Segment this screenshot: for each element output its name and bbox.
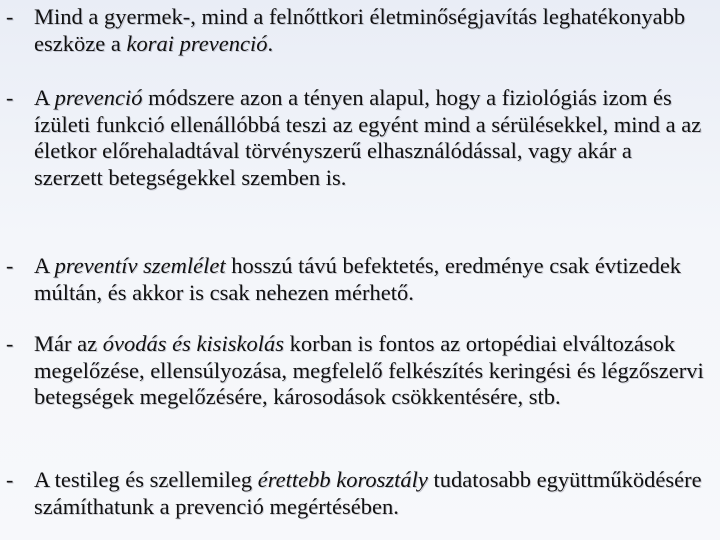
bullet-item (6, 4, 706, 57)
bullet-text (34, 85, 706, 191)
bullet-text-run: A testileg és szellemileg (34, 467, 258, 492)
bullet-text-run: . (267, 30, 274, 56)
bullet-text-emphasis: korai prevenció (126, 30, 268, 56)
bullet-text (34, 467, 706, 520)
bullet-text-run: Már az (34, 331, 103, 356)
bullet-text-run: korban is fontos az ortopédiai elváltozások megelőzése, ellensúlyozása, megfelelő felkészítés keringési és légzőszervi betegségek megelőzésére, károsodások csökkentésére, stb. (34, 331, 704, 409)
bullet-text-run: hosszú távú befektetés, eredménye csak évtizedek múltán, és akkor is csak nehezen mérhető. (34, 253, 682, 305)
bullet-text-emphasis: preventív szemlélet (54, 253, 226, 278)
bullet-text (34, 331, 706, 411)
bullet-item (6, 85, 706, 191)
bullet-text-emphasis: érettebb korosztály (257, 467, 428, 492)
bullet-marker: - (6, 85, 14, 110)
bullet-text-run: A (34, 85, 55, 110)
bullet-marker: - (6, 4, 14, 29)
bullet-marker: - (6, 331, 14, 356)
bullet-marker: - (6, 253, 14, 278)
bullet-text (34, 4, 706, 57)
bullet-text-run: A (34, 253, 55, 278)
bullet-text-run: Mind a gyermek-, mind a felnőttkori életminőségjavítás leghatékonyabb eszköze a (34, 4, 686, 56)
bullet-item (6, 253, 706, 306)
bullet-item (6, 331, 706, 411)
bullet-text-emphasis: óvodás és kisiskolás (102, 331, 284, 356)
bullet-text (34, 253, 706, 306)
bullet-item (6, 467, 706, 520)
bullet-text-run: tudatosabb együttműködésére számíthatunk a prevenció megértésében. (34, 467, 702, 519)
bullet-text-emphasis: prevenció (54, 85, 143, 110)
bullet-text-run: módszere azon a tényen alapul, hogy a fiziológiás izom és ízületi funkció ellenállóbbá teszi az egyént mind a sérülésekkel, mind a az életkor előrehaladtával törvényszerű elhasználódással, vagy akár a szerzett betegségekkel szemben is. (34, 85, 702, 190)
bullet-marker: - (6, 467, 14, 492)
